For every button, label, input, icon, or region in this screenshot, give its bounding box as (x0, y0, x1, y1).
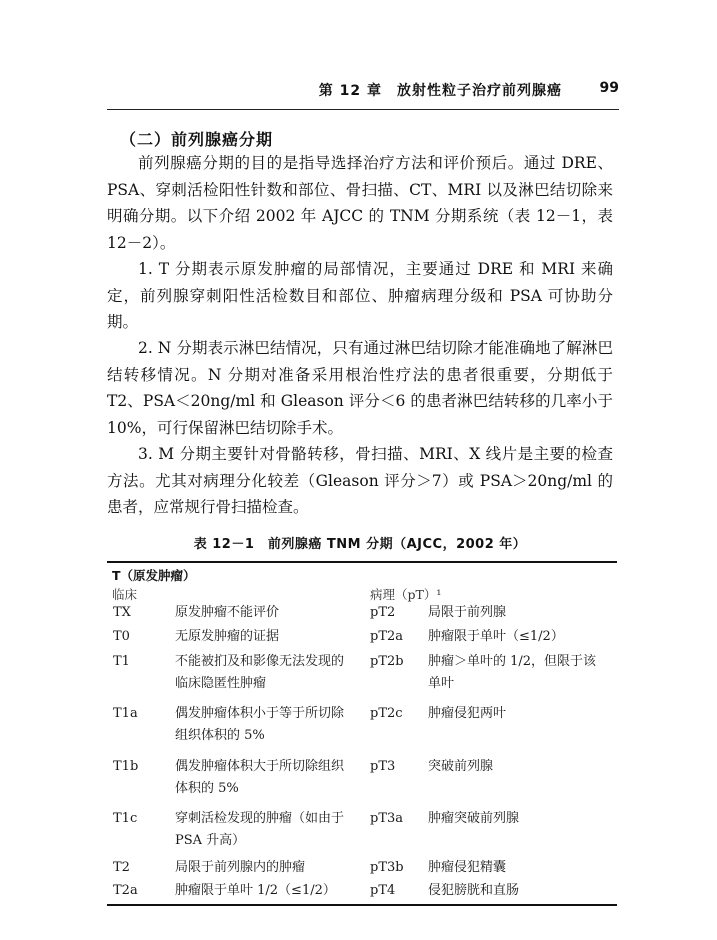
table-row-clinical-code: T2a (113, 883, 138, 898)
table-row-path-desc: 侵犯膀胱和直肠 (428, 883, 520, 898)
table-row-clinical-desc: 偶发肿瘤体积大于所切除组织体积的 5% (175, 759, 345, 796)
table-row-path-code: pT2a (370, 629, 404, 644)
table-row-clinical-desc: 局限于前列腺内的肿瘤 (175, 860, 306, 875)
clinical-column-header: 临床 (112, 587, 138, 602)
table-row-path-desc: 突破前列腺 (428, 759, 494, 774)
table-row-path-desc: 肿瘤侵犯两叶 (428, 706, 507, 721)
running-header-chapter: 第 12 章 放射性粒子治疗前列腺癌 (318, 83, 562, 99)
table-row-path-desc: 肿瘤侵犯精囊 (428, 860, 507, 875)
table-row-path-code: pT2c (370, 706, 403, 721)
table-row-clinical-code: T1a (113, 706, 138, 721)
table-row-path-code: pT3a (370, 811, 404, 826)
table-row-clinical-code: T1 (113, 654, 130, 669)
table-row-clinical-code: T2 (113, 860, 130, 875)
pathology-column-header: 病理（pT）¹ (370, 587, 442, 602)
paragraph-n-stage: 2. N 分期表示淋巴结情况，只有通过淋巴结切除才能准确地了解淋巴结转移情况。N 分期对准备采用根治性疗法的患者很重要，分期低于 T2、PSA＜20ng/ml 和 Gleason 评分＜6 的患者淋巴结转移的几率小于 10%，可行保留淋巴结切除手术。 (107, 339, 613, 437)
table-row-clinical-desc: 偶发肿瘤体积小于等于所切除组织体积的 5% (175, 706, 345, 743)
table-row-path-code: pT4 (370, 883, 396, 898)
table-row-clinical-code: T0 (113, 629, 130, 644)
paragraph-m-stage: 3. M 分期主要针对骨骼转移，骨扫描、MRI、X 线片是主要的检查方法。尤其对病理分化较差（Gleason 评分＞7）或 PSA＞20ng/ml 的患者，应常规行骨扫描检查。 (107, 445, 613, 516)
table-top-rule (107, 561, 617, 563)
table-row-clinical-code: T1c (113, 811, 138, 826)
table-caption: 表 12－1 前列腺癌 TNM 分期（AJCC，2002 年） (193, 537, 527, 552)
table-row-clinical-desc: 不能被扪及和影像无法发现的临床隐匿性肿瘤 (175, 654, 345, 691)
table-row-path-code: pT3b (370, 860, 404, 875)
table-bottom-rule (107, 904, 617, 906)
page-number: 99 (599, 80, 619, 96)
table-row-clinical-desc: 肿瘤限于单叶 1/2（≤1/2） (175, 883, 336, 898)
table-row-clinical-code: T1b (113, 759, 139, 774)
table-row-path-code: pT2 (370, 605, 396, 620)
table-group-title: T（原发肿瘤） (112, 568, 196, 583)
header-rule (107, 109, 619, 110)
table-row-path-desc: 肿瘤＞单叶的 1/2，但限于该单叶 (428, 654, 597, 691)
paragraph-intro: 前列腺癌分期的目的是指导选择治疗方法和评价预后。通过 DRE、PSA、穿刺活检阳性针数和部位、骨扫描、CT、MRI 以及淋巴结切除来明确分期。以下介绍 2002 年 AJCC 的 TNM 分期系统（表 12－1，表 12－2）。 (107, 154, 613, 252)
table-row-path-code: pT3 (370, 759, 396, 774)
table-row-clinical-desc: 原发肿瘤不能评价 (175, 605, 280, 620)
table-row-path-desc: 肿瘤突破前列腺 (428, 811, 520, 826)
table-row-path-desc: 局限于前列腺 (428, 605, 507, 620)
table-row-clinical-desc: 穿刺活检发现的肿瘤（如由于 PSA 升高） (175, 811, 345, 848)
paragraph-t-stage: 1. T 分期表示原发肿瘤的局部情况，主要通过 DRE 和 MRI 来确定，前列腺穿刺阳性活检数目和部位、肿瘤病理分级和 PSA 可协助分期。 (107, 260, 613, 331)
section-title: （二）前列腺癌分期 (120, 130, 274, 149)
table-row-path-desc: 肿瘤限于单叶（≤1/2） (428, 629, 564, 644)
table-row-clinical-desc: 无原发肿瘤的证据 (175, 629, 280, 644)
table-row-path-code: pT2b (370, 654, 404, 669)
table-row-clinical-code: TX (113, 605, 131, 620)
